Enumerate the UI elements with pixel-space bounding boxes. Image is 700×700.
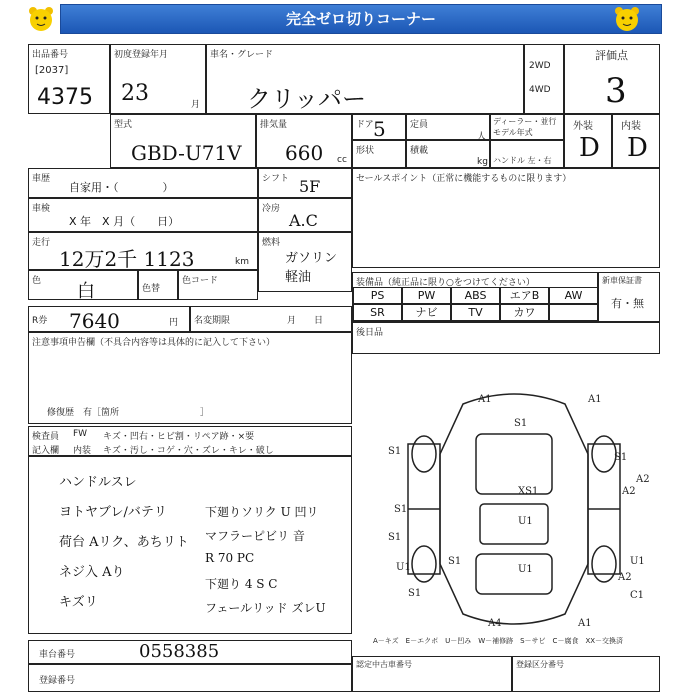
- handwritten-note: 下廻り 4 S C: [205, 577, 278, 591]
- bear-mascot-icon: [612, 4, 642, 34]
- shift-label: シフト: [262, 174, 290, 184]
- damage-mark: U1: [518, 516, 533, 527]
- frame-cell: [28, 640, 352, 664]
- inspector-row1-prefix: FW: [73, 429, 88, 439]
- class-cell: [512, 656, 660, 692]
- shift-cell: [258, 168, 352, 198]
- handwritten-note: 荷台 Aリク、あちリト: [59, 535, 189, 550]
- legend: A－キズ E－エクボ U－凹み W－補修跡 S－サビ C－腐食 XX－交換済: [373, 637, 624, 645]
- auction-sheet: [28, 44, 660, 694]
- first-reg-year: 23: [121, 81, 149, 106]
- inspector-row2-prefix: 内装: [73, 446, 92, 456]
- inspector-row2-label: 記入欄: [32, 446, 60, 456]
- color-value: 白: [77, 281, 95, 302]
- damage-mark: A4: [488, 618, 502, 629]
- damage-mark: S1: [514, 418, 528, 429]
- fuel-cell: [258, 232, 352, 292]
- model-label: 型式: [114, 120, 133, 130]
- load-label: 積載: [410, 146, 429, 156]
- damage-mark: S1: [614, 452, 628, 463]
- car-diagram: [368, 364, 660, 644]
- after-label: 後日品: [356, 328, 384, 338]
- after-cell: [352, 322, 660, 354]
- inspector-row1-items: キズ・凹右・ヒビ割・リペア跡・×要: [103, 432, 255, 442]
- damage-mark: U1: [630, 556, 645, 567]
- handwritten-note: ヨトヤブレ/バテリ: [59, 505, 167, 520]
- selling-points-cell: [352, 168, 660, 268]
- damage-mark: S1: [394, 504, 408, 515]
- lot-label: 出品番号: [32, 50, 69, 60]
- color-label: 色: [32, 276, 42, 286]
- equipment-item: PW: [402, 287, 451, 304]
- lot-number: 4375: [37, 85, 93, 110]
- doors-label: ドア: [356, 120, 374, 130]
- equipment-item: PS: [353, 287, 402, 304]
- reg-label: 登録番号: [39, 676, 76, 686]
- frame-label: 車台番号: [39, 650, 76, 660]
- damage-mark: S1: [388, 532, 402, 543]
- dealer-label: ディーラー・並行: [493, 117, 557, 126]
- notes-cell: [28, 332, 352, 424]
- notes-label: 注意事項申告欄（不具合内容等は具体的に記入して下さい）: [32, 338, 276, 348]
- equipment-cell: [352, 272, 598, 322]
- recycle-label: R券: [32, 316, 48, 326]
- color-change-cell: [138, 270, 178, 300]
- interior-label: 内装: [621, 121, 641, 132]
- lot-cell: [28, 44, 110, 114]
- damage-mark: A1: [578, 618, 592, 629]
- fuel-value: ガソリン 軽油: [285, 251, 338, 285]
- name-label: 車名・グレード: [210, 50, 274, 60]
- name-value: クリッパー: [247, 85, 367, 113]
- first-reg-unit: 月: [191, 100, 201, 110]
- damage-mark: U1: [396, 562, 411, 573]
- recycle-unit: 円: [169, 318, 179, 328]
- bear-mascot-icon: [26, 4, 56, 34]
- warranty-label: 新車保証書: [602, 276, 642, 285]
- recycle-value: 7640: [69, 309, 120, 333]
- drive-cell: [524, 44, 564, 114]
- damage-mark: A2: [636, 474, 650, 485]
- displacement-label: 排気量: [260, 120, 288, 130]
- lot-sub: [2037]: [35, 65, 69, 76]
- drive-4wd: 4WD: [529, 85, 551, 95]
- damage-mark: A1: [588, 394, 602, 405]
- color-change-label: 色替: [142, 284, 161, 294]
- warranty-value: 有・無: [611, 297, 644, 310]
- name-change-label: 名変期限: [194, 316, 231, 326]
- inspector-row1-label: 検査員: [32, 432, 60, 442]
- shape-cell: [352, 140, 406, 168]
- banner: [0, 0, 700, 40]
- banner-title: 完全ゼロ切りコーナー: [60, 4, 662, 34]
- handwritten-note: ハンドルスレ: [59, 475, 137, 490]
- doors-cell: [352, 114, 406, 140]
- displacement-cell: [256, 114, 352, 168]
- ac-label: 冷房: [262, 204, 281, 214]
- damage-mark: A2: [618, 572, 632, 583]
- equipment-item: AW: [549, 287, 598, 304]
- exterior-label: 外装: [573, 121, 593, 132]
- name-cell: [206, 44, 524, 114]
- repair-label: 修復歴 有［箇所 ］: [47, 408, 210, 418]
- shift-value: 5F: [299, 177, 321, 196]
- exterior-value: D: [579, 133, 600, 163]
- damage-mark: XS1: [518, 486, 539, 497]
- mileage-label: 走行: [32, 238, 51, 248]
- equipment-item: ABS: [451, 287, 500, 304]
- load-cell: [406, 140, 490, 168]
- score-label: 評価点: [595, 49, 628, 62]
- interior-value: D: [627, 133, 648, 163]
- equipment-item: カワ: [500, 304, 549, 321]
- usage-label: 車歴: [32, 174, 51, 184]
- inspection-cell: [28, 198, 258, 232]
- load-unit: kg: [477, 157, 488, 167]
- name-change-cell: [190, 306, 352, 332]
- color-cell: [28, 270, 138, 300]
- score-value: 3: [605, 71, 627, 111]
- inspector-row2-items: キズ・汚し・コゲ・穴・ズレ・キレ・破し: [103, 446, 274, 456]
- handwritten-note: R 70 PC: [205, 551, 255, 565]
- handwritten-note: マフラーピビリ 音: [205, 529, 305, 543]
- frame-value: 0558385: [139, 641, 220, 662]
- equipment-item: ナビ: [402, 304, 451, 321]
- dealer-cell: [490, 114, 564, 140]
- mileage-value: 12万2千 1123: [59, 247, 195, 271]
- handwritten-note: ネジ入 Aり: [59, 565, 125, 580]
- damage-mark: S1: [408, 588, 422, 599]
- damage-mark: A1: [478, 394, 492, 405]
- warranty-cell: [598, 272, 660, 322]
- usage-cell: [28, 168, 258, 198]
- displacement-unit: cc: [337, 155, 347, 165]
- score-cell: [564, 44, 660, 114]
- cert-label: 認定中古車番号: [356, 660, 412, 669]
- damage-mark: S1: [448, 556, 462, 567]
- doors-value: 5: [373, 117, 386, 141]
- model-cell: [110, 114, 256, 168]
- damage-mark: U1: [518, 564, 533, 575]
- damage-mark: C1: [630, 590, 645, 601]
- recycle-cell: [28, 306, 190, 332]
- inspection-value: X 年 X 月（ 日）: [69, 215, 180, 228]
- handle-cell: [490, 140, 564, 168]
- fuel-label: 燃料: [262, 238, 281, 248]
- ac-cell: [258, 198, 352, 232]
- ac-value: A.C: [289, 211, 318, 230]
- displacement-value: 660: [285, 141, 324, 165]
- capacity-unit: 人: [477, 132, 487, 142]
- selling-points-label: セールスポイント（正常に機能するものに限ります）: [356, 174, 572, 184]
- handwritten-note: 下廻りソリク U 凹リ: [205, 505, 319, 519]
- handwritten-notes-area: [28, 456, 352, 634]
- equipment-item: TV: [451, 304, 500, 321]
- class-label: 登録区分番号: [516, 660, 564, 669]
- damage-mark: A2: [622, 486, 636, 497]
- equipment-label: 装備品（純正品に限り○をつけてください）: [356, 278, 535, 288]
- first-reg-label: 初度登録年月: [114, 50, 169, 60]
- cert-cell: [352, 656, 512, 692]
- equipment-item: SR: [353, 304, 402, 321]
- usage-value: 自家用・（ ）: [69, 181, 174, 194]
- equipment-item: [549, 304, 598, 321]
- model-year-label: モデル年式: [493, 128, 533, 137]
- mileage-unit: km: [235, 257, 249, 267]
- inspector-cell: [28, 426, 352, 456]
- inspection-label: 車検: [32, 204, 51, 214]
- capacity-label: 定員: [410, 120, 429, 130]
- drive-2wd: 2WD: [529, 61, 551, 71]
- first-reg-cell: [110, 44, 206, 114]
- shape-label: 形状: [356, 146, 375, 156]
- color-code-label: 色コード: [182, 276, 219, 286]
- name-change-value: 月 日: [287, 316, 324, 326]
- handwritten-note: キズリ: [59, 595, 98, 610]
- capacity-cell: [406, 114, 490, 140]
- reg-cell: [28, 664, 352, 692]
- exterior-cell: [564, 114, 612, 168]
- model-value: GBD-U71V: [131, 141, 242, 165]
- equipment-item: エアB: [500, 287, 549, 304]
- equipment-grid: [353, 287, 599, 321]
- color-code-cell: [178, 270, 258, 300]
- damage-mark: S1: [388, 446, 402, 457]
- interior-cell: [612, 114, 660, 168]
- mileage-cell: [28, 232, 258, 270]
- handwritten-note: フェールリッド ズレU: [205, 601, 326, 615]
- handle-label: ハンドル 左・右: [493, 156, 552, 165]
